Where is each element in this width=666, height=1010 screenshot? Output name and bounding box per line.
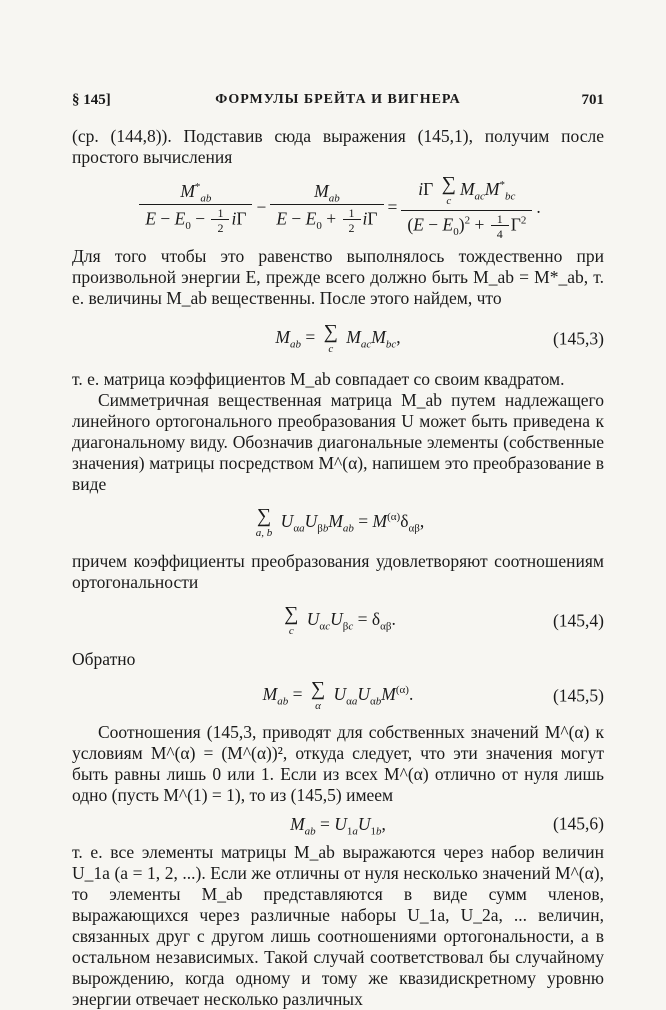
paragraph-4: Симметричная вещественная матрица M_ab путем надлежащего линейного ортогонального преобразования U может быть приведена к диагональному виду. Обозначив диагональные элементы (собственные значения) матрицы посредством M^(α), напишем это преобразование в виде [72, 390, 604, 494]
equation-145-5: $M_{ab}$ = ∑ α $U_{\alpha a}U_{\alpha b}M^{(\alpha)}$. (145,5) [262, 678, 604, 712]
running-title: ФОРМУЛЫ БРЕЙТА И ВИГНЕРА [215, 92, 461, 107]
page-number: 701 [581, 92, 604, 108]
equation-145-6: $M_{ab} = U_{1a}U_{1b}$, (145,6) [290, 813, 604, 837]
equation-number-145-3: (145,3) [552, 328, 604, 349]
equation-number-145-4: (145,4) [552, 610, 604, 631]
paragraph-6: Обратно [72, 649, 136, 669]
section-marker: § 145] [72, 92, 111, 108]
equation-number-145-5: (145,5) [552, 685, 604, 706]
equation-145-4: ∑ c $U_{\alpha c}U_{\beta c} = \delta_{\alpha\beta}$. (145,4) [284, 603, 604, 637]
paragraph-2: Для того чтобы это равенство выполнялось тождественно при произвольной энергии E, прежде всего должно быть M_ab = M*_ab, т. е. величины M_ab вещественны. После этого найдем, что [72, 246, 604, 308]
equation-breit-wigner-identity: $M^*_{ab}$ $E - E_0$ − $\frac{1}{2}$ iΓ − $M_{ab}$ $E - E_0$ + $\frac{1}{2}$ iΓ = iΓ ∑ c $M_{ac}M^*_{bc}$ $(E - E_0)^2$ + $\frac{1}{4}$ $\Gamma^2$ . [72, 168, 604, 246]
equation-number-145-6: (145,6) [552, 813, 604, 834]
paragraph-1: (ср. (144,8)). Подставив сюда выражения (145,1), получим после простого вычисления [72, 126, 604, 167]
equation-diagonalization: ∑ a, b $U_{\alpha a}U_{\beta b}M_{ab} = M^{(\alpha)}\delta_{\alpha\beta}$, [255, 505, 425, 539]
paragraph-3: т. е. матрица коэффициентов M_ab совпадает со своим квадратом. [72, 369, 565, 389]
equation-145-3: $M_{ab}$ = ∑ c $M_{ac}M_{bc}$, (145,3) [275, 321, 604, 355]
paragraph-5: причем коэффициенты преобразования удовлетворяют соотношениям ортогональности [72, 551, 604, 592]
page-body [72, 126, 604, 1010]
paragraph-7: Соотношения (145,3, приводят для собственных значений M^(α) к условиям M^(α) = (M^(α))², откуда следует, что эти значения могут быть равны лишь 0 или 1. Если из всех M^(α) отлично от нуля лишь одно (пусть M^(1) = 1), то из (145,5) имеем [72, 722, 604, 805]
paragraph-8: т. е. все элементы матрицы M_ab выражаются через набор величин U_1a (a = 1, 2, ...). Если же отличны от нуля несколько значений M^(α), то элементы M_ab представляются в виде сумм членов, выражающихся через различные наборы U_1a, U_2a, ... величин, связанных друг с другом лишь соотношениями ортогональности, а в остальном независимых. Такой случай соответствовал бы случайному вырождению, когда одному и тому же квазидискретному уровню энергии отвечает несколько различных [72, 842, 604, 1009]
